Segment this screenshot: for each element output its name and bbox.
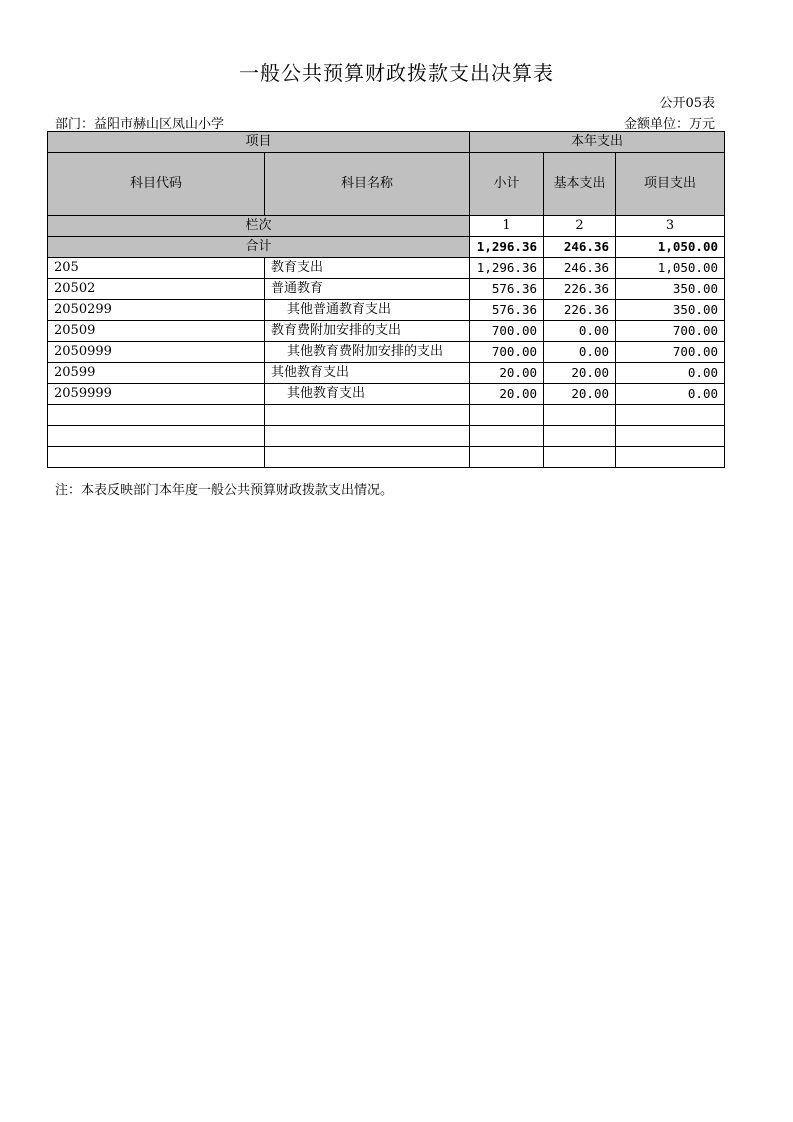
amount-unit-label: 金额单位：万元	[623, 117, 715, 132]
row-basic: 20.00	[544, 363, 616, 384]
row-subtotal: 576.36	[470, 279, 544, 300]
table-row	[48, 300, 725, 321]
table-row	[48, 384, 725, 405]
row-project: 0.00	[616, 363, 725, 384]
row-code: 20509	[48, 321, 265, 342]
row-subtotal: 1,296.36	[470, 258, 544, 279]
table-row	[48, 258, 725, 279]
row-basic: 0.00	[544, 321, 616, 342]
column-index-row	[48, 216, 725, 237]
header-name: 科目名称	[265, 153, 470, 216]
row-basic: 0.00	[544, 342, 616, 363]
page-title: 一般公共预算财政拨款支出决算表	[239, 61, 554, 85]
header-current-year: 本年支出	[470, 132, 725, 153]
total-project: 1,050.00	[616, 237, 725, 258]
row-code: 20502	[48, 279, 265, 300]
header-row-2	[48, 153, 725, 216]
row-project: 350.00	[616, 300, 725, 321]
row-basic: 226.36	[544, 279, 616, 300]
header-basic: 基本支出	[544, 153, 616, 216]
table-note: 注：本表反映部门本年度一般公共预算财政拨款支出情况。	[55, 483, 394, 498]
table-row	[48, 321, 725, 342]
form-number: 公开05表	[659, 96, 715, 111]
row-code: 2059999	[48, 384, 265, 405]
row-code: 2050999	[48, 342, 265, 363]
table-row	[48, 279, 725, 300]
row-subtotal: 700.00	[470, 342, 544, 363]
row-project: 700.00	[616, 342, 725, 363]
table-row	[48, 363, 725, 384]
row-code: 2050299	[48, 300, 265, 321]
header-subtotal: 小计	[470, 153, 544, 216]
row-code: 20599	[48, 363, 265, 384]
row-name: 其他教育支出	[265, 384, 470, 405]
row-code: 205	[48, 258, 265, 279]
row-basic: 246.36	[544, 258, 616, 279]
row-project: 700.00	[616, 321, 725, 342]
row-name: 教育支出	[265, 258, 470, 279]
expenditure-table	[47, 131, 725, 468]
row-name: 其他普通教育支出	[265, 300, 470, 321]
department-label: 部门：益阳市赫山区凤山小学	[55, 117, 225, 132]
row-basic: 20.00	[544, 384, 616, 405]
empty-row	[48, 426, 725, 447]
header-item: 项目	[48, 132, 470, 153]
column-index-1: 1	[470, 216, 544, 237]
row-name: 教育费附加安排的支出	[265, 321, 470, 342]
empty-row	[48, 447, 725, 468]
table-row	[48, 342, 725, 363]
row-subtotal: 700.00	[470, 321, 544, 342]
total-label: 合计	[48, 237, 470, 258]
column-index-2: 2	[544, 216, 616, 237]
header-project: 项目支出	[616, 153, 725, 216]
row-project: 350.00	[616, 279, 725, 300]
row-subtotal: 20.00	[470, 363, 544, 384]
row-name: 其他教育费附加安排的支出	[265, 342, 470, 363]
header-code: 科目代码	[48, 153, 265, 216]
row-subtotal: 576.36	[470, 300, 544, 321]
total-basic: 246.36	[544, 237, 616, 258]
empty-row	[48, 405, 725, 426]
row-name: 普通教育	[265, 279, 470, 300]
row-project: 1,050.00	[616, 258, 725, 279]
header-row-1	[48, 132, 725, 153]
column-index-label: 栏次	[48, 216, 470, 237]
total-row	[48, 237, 725, 258]
row-basic: 226.36	[544, 300, 616, 321]
row-subtotal: 20.00	[470, 384, 544, 405]
column-index-3: 3	[616, 216, 725, 237]
total-subtotal: 1,296.36	[470, 237, 544, 258]
row-project: 0.00	[616, 384, 725, 405]
row-name: 其他教育支出	[265, 363, 470, 384]
